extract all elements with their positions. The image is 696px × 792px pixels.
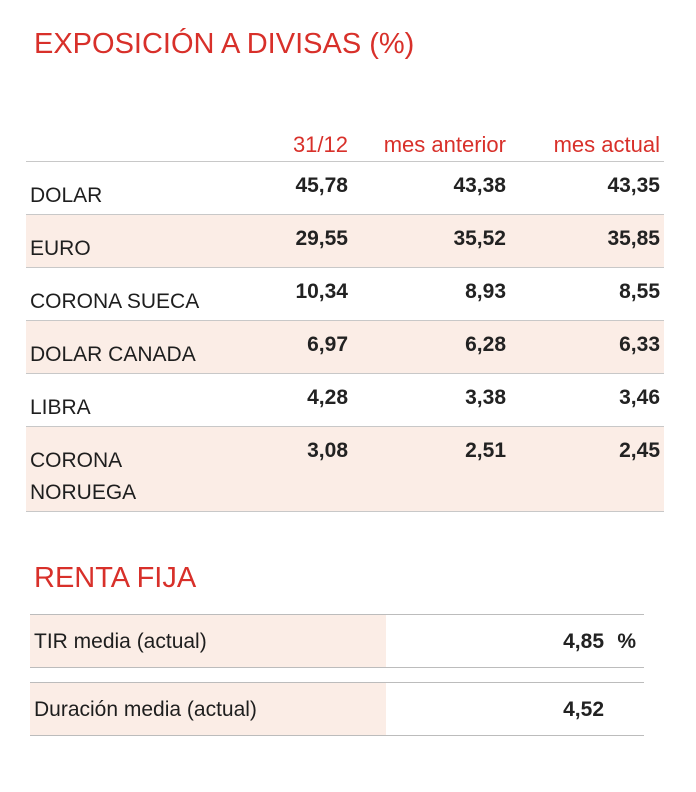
currency-name: CORONA NORUEGA (30, 449, 137, 504)
table-row (26, 215, 664, 268)
value-previous-month: 43,38 (453, 174, 506, 197)
currency-name: DOLAR CANADA (30, 343, 196, 366)
table-row (26, 374, 664, 427)
value-previous-month: 35,52 (453, 227, 506, 250)
value-current-month: 8,55 (619, 280, 660, 303)
value-previous-month: 6,28 (465, 333, 506, 356)
header-previous-month: mes anterior (383, 132, 506, 157)
fixed-income-table (30, 614, 644, 736)
value-current-month: 2,45 (619, 439, 660, 462)
value-previous-month: 3,38 (465, 386, 506, 409)
value-31-12: 45,78 (295, 174, 348, 197)
table-row (26, 268, 664, 321)
table-row (26, 427, 664, 512)
value-31-12: 29,55 (295, 227, 348, 250)
value-current-month: 3,46 (619, 386, 660, 409)
table-row (30, 682, 644, 736)
metric-unit: % (617, 630, 636, 653)
metric-label: TIR media (actual) (34, 630, 207, 653)
currency-name: EURO (30, 237, 91, 260)
metric-value: 4,52 (563, 698, 604, 721)
value-previous-month: 2,51 (465, 439, 506, 462)
table-row (26, 162, 664, 215)
currency-exposure-table (26, 128, 664, 512)
fixed-income-title: RENTA FIJA (34, 562, 197, 594)
header-31-12: 31/12 (292, 132, 348, 157)
value-current-month: 43,35 (607, 174, 660, 197)
table-row (26, 321, 664, 374)
table-row (30, 615, 644, 668)
table-header-row (26, 128, 664, 162)
currency-exposure-title: EXPOSICIÓN A DIVISAS (%) (34, 28, 415, 60)
currency-name: CORONA SUECA (30, 290, 200, 313)
currency-name: LIBRA (30, 396, 90, 419)
value-previous-month: 8,93 (465, 280, 506, 303)
header-current-month: mes actual (553, 132, 660, 157)
value-current-month: 6,33 (619, 333, 660, 356)
value-current-month: 35,85 (607, 227, 660, 250)
value-31-12: 4,28 (307, 386, 348, 409)
currency-name: DOLAR (30, 184, 103, 207)
value-31-12: 6,97 (307, 333, 348, 356)
metric-label: Duración media (actual) (34, 698, 257, 721)
value-31-12: 3,08 (307, 439, 348, 462)
value-31-12: 10,34 (295, 280, 348, 303)
metric-value: 4,85 (563, 630, 604, 653)
